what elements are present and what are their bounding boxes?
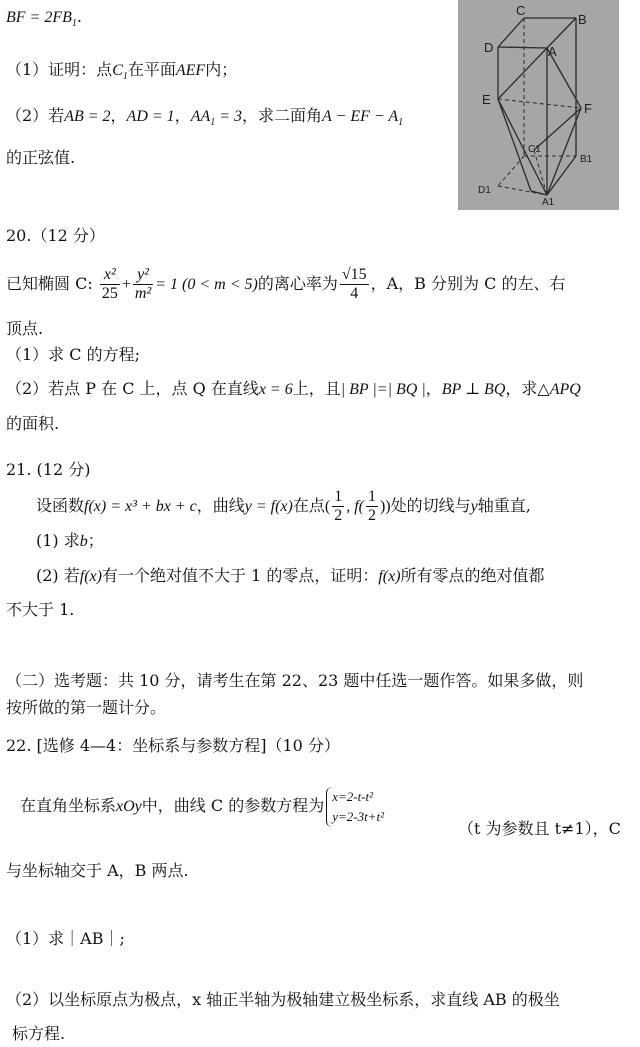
- q22-part1: （1）求｜AB｜;: [6, 929, 125, 948]
- q20-part2-a: （2）若点 P 在 C 上，点 Q 在直线: [6, 379, 259, 398]
- label-d: D: [484, 40, 494, 55]
- label-b: B: [578, 12, 587, 27]
- label-d1: D1: [478, 185, 491, 196]
- plus-sign: +: [121, 276, 131, 293]
- q22-part2-line1: （2）以坐标原点为极点，x 轴正半轴为极轴建立极坐标系，求直线 AB 的极坐: [6, 990, 560, 1009]
- q22-lead: 在直角坐标系: [20, 796, 117, 815]
- q21-part2-cont: 不大于 1.: [6, 600, 75, 619]
- q22-header: 22. [选修 4—4：坐标系与参数方程]（10 分）: [6, 736, 340, 755]
- q19-part1-end: 内；: [205, 60, 238, 79]
- triangle-apq: APQ: [549, 381, 581, 398]
- q21-part2: (2) 若f(x)有一个绝对值不大于 1 的零点，证明：f(x)所有零点的绝对值都: [36, 566, 545, 585]
- q20-part1: （1）求 C 的方程;: [6, 345, 140, 364]
- q19-part2-cont: 的正弦值.: [6, 148, 76, 167]
- label-b1: B1: [580, 154, 593, 165]
- q22-cont: 与坐标轴交于 A，B 两点.: [6, 861, 189, 880]
- label-a1: A1: [542, 197, 555, 208]
- y-axis: y: [470, 498, 478, 515]
- q20-header: 20.（12 分）: [6, 226, 105, 245]
- dihedral-angle: A − EF − A: [322, 108, 399, 125]
- q20-statement: [6, 262, 565, 306]
- coord-system: xOy: [116, 798, 142, 815]
- q19-part2: [6, 105, 403, 134]
- param-equations: [326, 787, 384, 827]
- q20-cont: 顶点.: [6, 319, 44, 338]
- q21-part1: (1) 求b；: [36, 531, 104, 550]
- curve-def: y = f(x): [244, 498, 293, 515]
- ad-value: AD = 1: [126, 108, 175, 125]
- half-frac-2: $\frac{1}{2}$: [367, 488, 376, 524]
- elective-line1: （二）选考题：共 10 分，请考生在第 22、23 题中任选一题作答。如果多做，则: [6, 671, 584, 690]
- q19-part1: [6, 59, 237, 88]
- aa1-label: AA: [190, 108, 211, 125]
- fx-1: f(x): [79, 568, 102, 585]
- param-eq-y: y=2-3t+t²: [332, 808, 384, 824]
- ellipse-x-term: $\frac{\text{x²}}{25}$: [101, 266, 118, 302]
- comma: ，: [174, 106, 191, 125]
- q22-mid: 中，曲线 C 的参数方程为: [141, 796, 325, 815]
- label-f: F: [584, 101, 592, 116]
- ab-value: AB = 2: [64, 108, 111, 125]
- label-c1: C1: [528, 144, 541, 155]
- cond-equal-length: | BP |=| BQ |: [340, 381, 426, 398]
- q21-mid1: ，曲线: [196, 496, 245, 515]
- q20-part2-c: ，: [425, 379, 442, 398]
- q22-tail: （t 为参数且 t≠1），C: [458, 819, 621, 838]
- cond-perpendicular: BP ⊥ BQ: [441, 381, 506, 398]
- q19-part1-prefix: （1）证明：点: [6, 60, 113, 79]
- line-x6: x = 6: [258, 381, 293, 398]
- q19-part2-mid: ，求二面角: [242, 106, 323, 125]
- comma: ，: [110, 106, 127, 125]
- param-eq-x: x=2-t-t²: [332, 788, 374, 804]
- q21-mid3: 处的切线与: [390, 496, 471, 515]
- q22-part2-line2: 标方程.: [12, 1024, 66, 1043]
- aa1-value: = 3: [215, 108, 243, 125]
- q21-header: 21. (12 分): [6, 460, 91, 479]
- q20-tail: ，A，B 分别为 C 的左、右: [370, 274, 566, 293]
- point-c1: C: [112, 62, 123, 79]
- point-c1-sub: 1: [122, 71, 128, 83]
- label-e: E: [482, 92, 491, 107]
- ellipse-eq-rest: = 1 (0 < m < 5): [155, 276, 258, 293]
- elective-line2: 按所做的第一题计分。: [6, 698, 167, 717]
- q22-statement: [20, 784, 384, 828]
- fx-2: f(x): [378, 568, 401, 585]
- eccentricity-value: $\frac{√15}{4}$: [341, 266, 367, 302]
- half-frac-1: $\frac{1}{2}$: [334, 488, 343, 524]
- dihedral-angle-sub: 1: [398, 117, 404, 129]
- ellipse-y-term: $\frac{\text{y²}}{\text{m²}}$: [134, 266, 152, 302]
- prism-diagram: [458, 0, 619, 210]
- eccentricity-text: 的离心率为: [257, 274, 338, 293]
- bf-subscript: 1: [71, 18, 77, 30]
- q21-lead: 设函数: [36, 496, 85, 515]
- function-def: f(x) = x³ + bx + c: [84, 498, 197, 515]
- q19-part1-mid: 在平面: [127, 60, 176, 79]
- bf-equation: BF = 2FB: [6, 9, 72, 26]
- q20-part2-d: ，求△: [505, 379, 550, 398]
- label-a: A: [548, 44, 557, 59]
- q20-lead: 已知椭圆 C:: [6, 274, 93, 293]
- q20-part2-b: 上，且: [292, 379, 341, 398]
- q20-part2: [6, 378, 581, 401]
- plane-aef: AEF: [175, 62, 206, 79]
- prism-figure: [458, 0, 619, 210]
- q19-part2-prefix: （2）若: [6, 106, 65, 125]
- q21-tail: 轴重直,: [477, 496, 531, 515]
- var-b: b: [79, 533, 88, 550]
- bf-period: .: [76, 7, 82, 26]
- q20-part2-cont: 的面积.: [6, 414, 60, 433]
- q21-mid2: 在点: [292, 496, 325, 515]
- label-c: C: [516, 3, 526, 18]
- q19-bf-condition: [6, 6, 82, 35]
- q21-statement: 设函数f(x) = x³ + bx + c，曲线y = f(x)在点( $\frac{1}{2}$ , f( $\frac{1}{2}$ ))处的切线与y轴重直,: [36, 488, 531, 524]
- aa1-sub: 1: [210, 117, 216, 129]
